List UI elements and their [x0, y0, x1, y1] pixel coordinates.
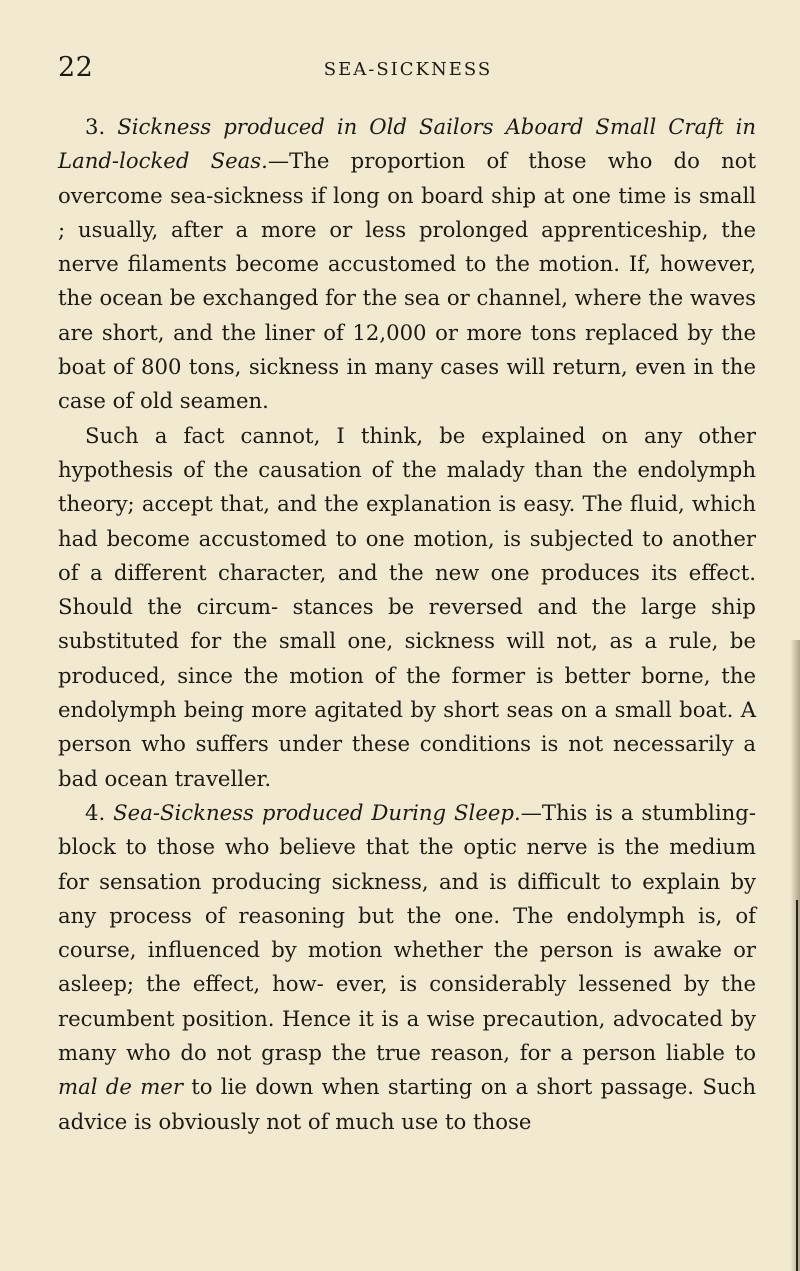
page-edge-line [796, 900, 798, 1271]
paragraph-section-4 [58, 796, 756, 1139]
page-edge-shadow [790, 640, 800, 1271]
page-header [58, 52, 758, 92]
paragraph-section-3 [58, 110, 756, 419]
section-heading: Sickness produced in Old Sailors Aboard Small Craft in Land-locked Seas. [58, 114, 756, 174]
running-head: SEA-SICKNESS [323, 59, 493, 80]
paragraph-text: Such a fact cannot, I think, be explained on any other hypothesis of the causation of the malady than the endolymph theory; accept that, and the explanation is easy. The fluid, which had become accustomed to one motion, is subjected to another of a different character, and the new one produces its effect. Should the circum- stances be reversed and the large ship substituted for the small one, sickness will not, as a rule, be produced, since the motion of the former is better borne, the endolymph being more agitated by short seas on a small boat. A person who suffers under these conditions is not necessarily a bad ocean traveller. [58, 422, 756, 791]
body-text [58, 110, 756, 1139]
section-number: 4. [85, 799, 106, 825]
paragraph-continuation [58, 419, 756, 796]
paragraph-text: —This is a stumbling-block to those who believe that the optic nerve is the medium for sensation producing sickness, and is difficult to explain by any process of reasoning but the one. The endolymph is, of course, influenced by motion whether the person is awake or asleep; the effect, how- ever, is considerably lessened by the recumbent position. Hence it is a wise precaution, advocated by many who do not grasp the true reason, for a person liable to [58, 799, 756, 1066]
paragraph-text: —The proportion of those who do not overcome sea-sickness if long on board ship at one time is small ; usually, after a more or less prolonged apprenticeship, the nerve filaments become accustomed to the motion. If, however, the ocean be exchanged for the sea or channel, where the waves are short, and the liner of 12,000 or more tons replaced by the boat of 800 tons, sickness in many cases will return, even in the case of old seamen. [58, 148, 756, 414]
section-heading: Sea-Sickness produced During Sleep. [113, 799, 521, 825]
section-number: 3. [85, 114, 106, 139]
italic-phrase: mal de mer [58, 1074, 183, 1100]
page-number: 22 [58, 52, 94, 83]
paragraph-text-end: to lie down when starting on a short passage. Such advice is obviously not of much use to those [58, 1074, 756, 1134]
